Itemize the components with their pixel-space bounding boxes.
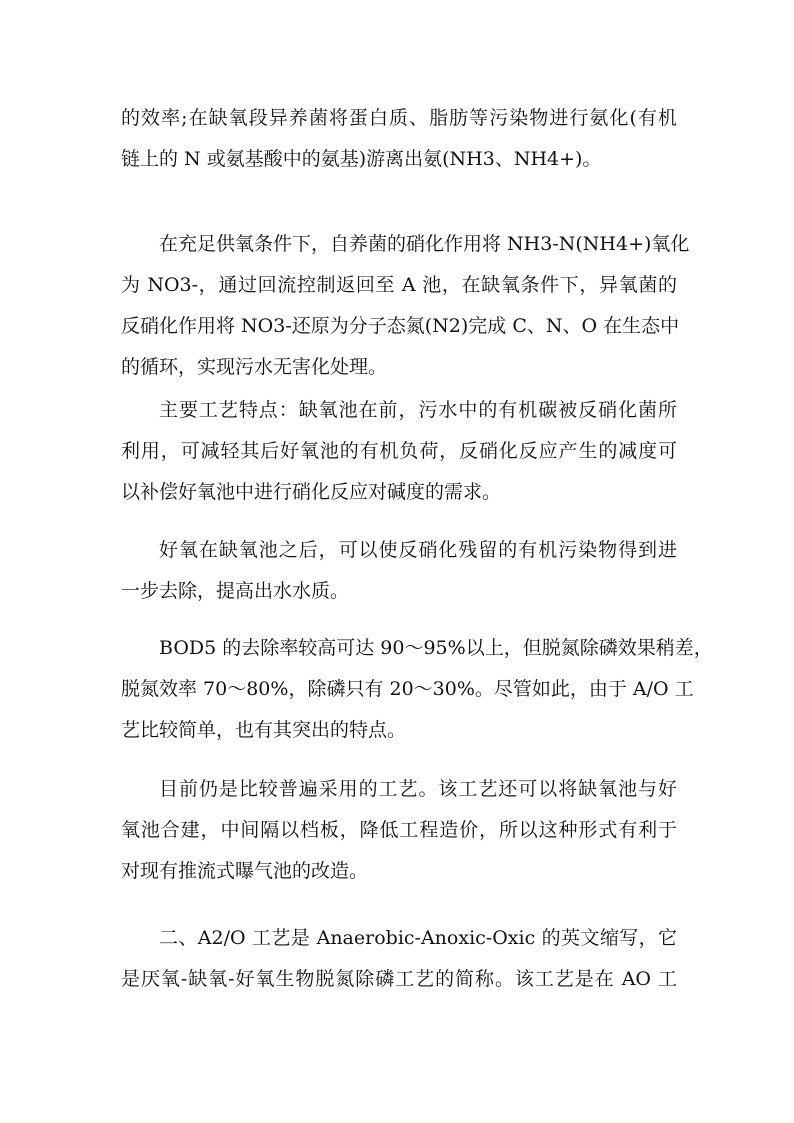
text-line: 的效率;在缺氧段异养菌将蛋白质、脂肪等污染物进行氨化(有机: [121, 107, 677, 129]
text-line: 反硝化作用将 NO3-还原为分子态氮(N2)完成 C、N、O 在生态中: [121, 315, 680, 337]
text-line: 的循环，实现污水无害化处理。: [121, 356, 388, 378]
text-line: 为 NO3-，通过回流控制返回至 A 池，在缺氧条件下，异氧菌的: [121, 274, 677, 296]
text-line: 链上的 N 或氨基酸中的氨基)游离出氨(NH3、NH4+)。: [121, 148, 602, 170]
text-line: 以补偿好氧池中进行硝化反应对碱度的需求。: [121, 481, 502, 503]
text-line: 目前仍是比较普遍采用的工艺。该工艺还可以将缺氧池与好: [159, 778, 677, 800]
text-line: 好氧在缺氧池之后，可以使反硝化残留的有机污染物得到进: [159, 539, 677, 561]
text-line: 利用，可减轻其后好氧池的有机负荷，反硝化反应产生的减度可: [121, 440, 677, 462]
text-line: 对现有推流式曝气池的改造。: [121, 860, 369, 882]
text-line: 氧池合建，中间隔以档板，降低工程造价，所以这种形式有利于: [121, 819, 677, 841]
text-line: 在充足供氧条件下，自养菌的硝化作用将 NH3-N(NH4+)氧化: [159, 233, 690, 255]
text-line: 主要工艺特点：缺氧池在前，污水中的有机碳被反硝化菌所: [159, 399, 677, 421]
text-line: 艺比较简单，也有其突出的特点。: [121, 719, 407, 741]
text-line: 脱氮效率 70～80%，除磷只有 20～30%。尽管如此，由于 A/O 工: [121, 678, 694, 700]
text-line: BOD5 的去除率较高可达 90～95%以上，但脱氮除磷效果稍差，: [159, 637, 713, 659]
text-line: 是厌氧-缺氧-好氧生物脱氮除磷工艺的简称。该工艺是在 AO 工: [121, 968, 677, 990]
text-line: 二、A2/O 工艺是 Anaerobic-Anoxic-Oxic 的英文缩写，它: [159, 927, 677, 949]
text-line: 一步去除，提高出水水质。: [121, 580, 350, 602]
